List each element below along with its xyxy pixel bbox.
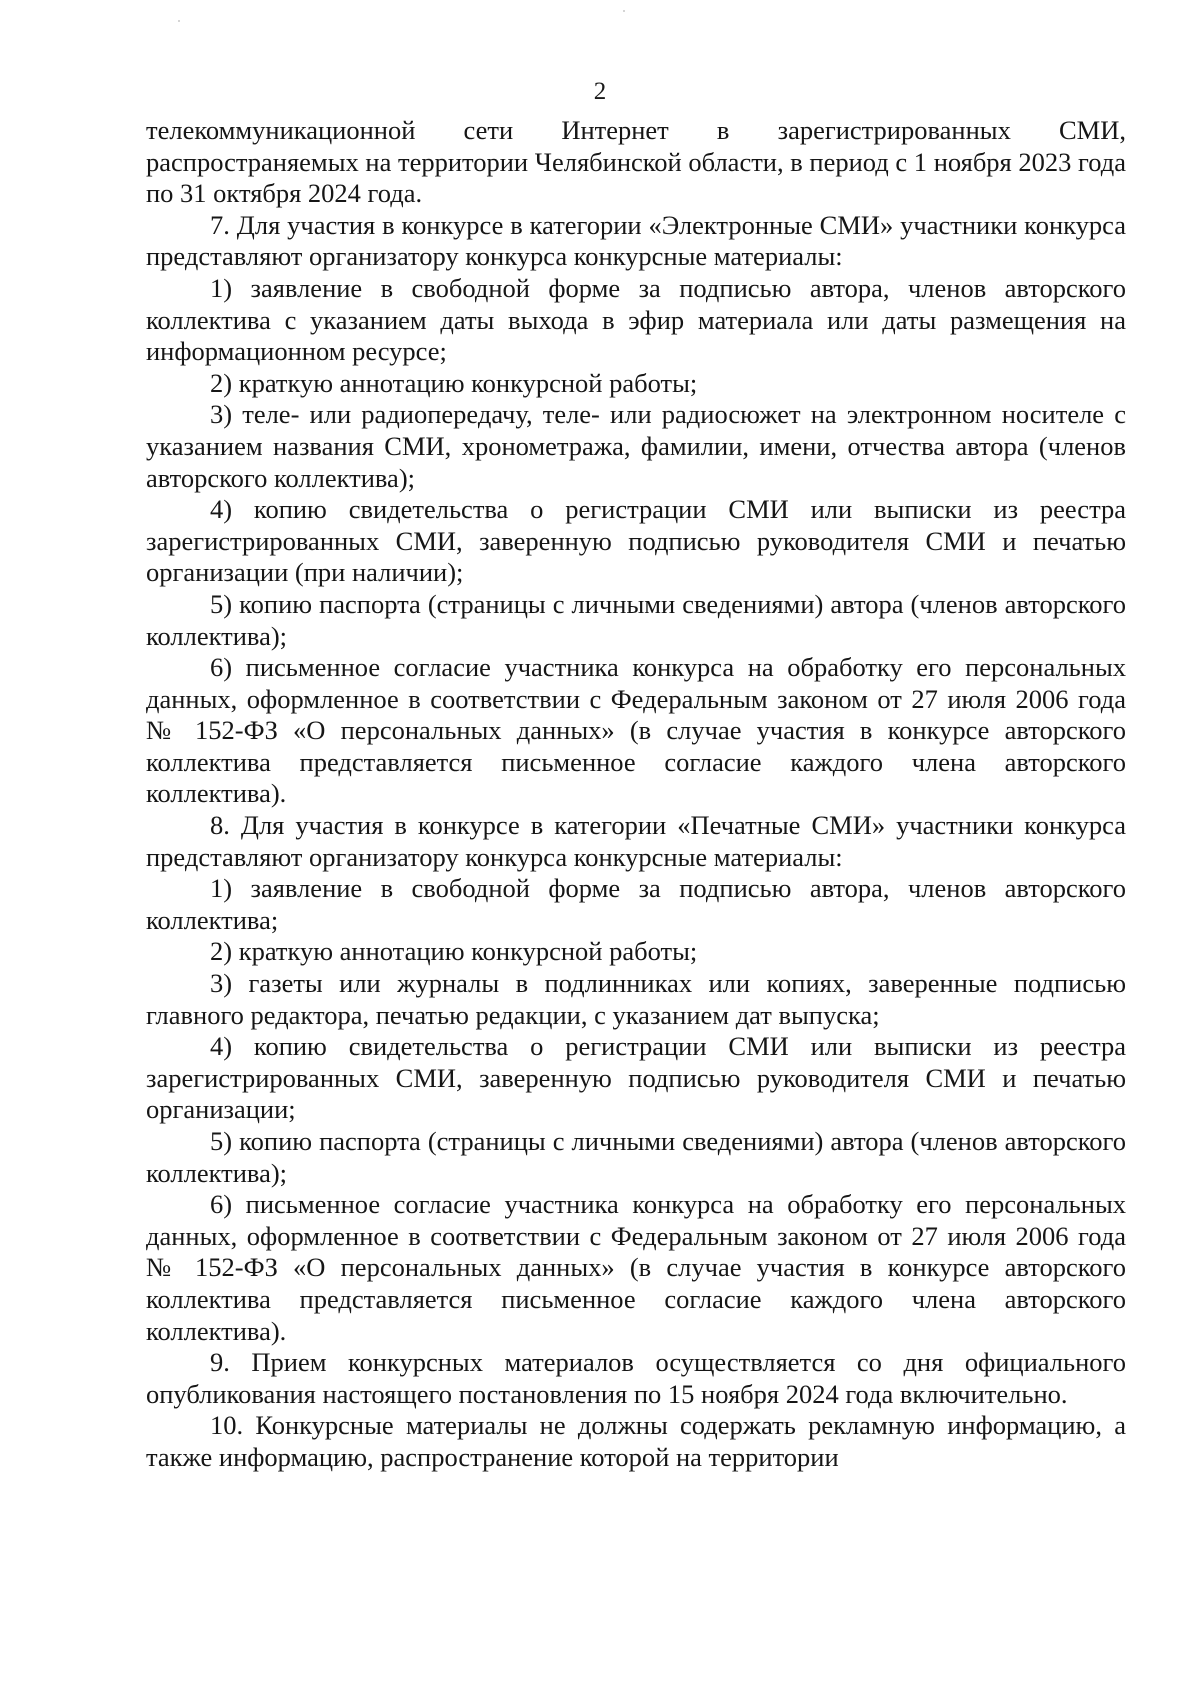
scan-speck xyxy=(178,20,180,22)
paragraph: телекоммуникационной сети Интернет в зарегистрированных СМИ, распространяемых на территории Челябинской области, в период с 1 ноября 2023 года по 31 октября 2024 года. xyxy=(146,115,1126,209)
list-item: 6) письменное согласие участника конкурса на обработку его персональных данных, оформленное в соответствии с Федеральным законом от 27 июля 2006 года № 152-ФЗ «О персональных данных» (в случае участия в конкурсе авторского коллектива представляется письменное согласие каждого члена авторского коллектива). xyxy=(146,1189,1126,1346)
page-number: 2 xyxy=(593,78,607,105)
list-item: 5) копию паспорта (страницы с личными сведениями) автора (членов авторского коллектива); xyxy=(146,1126,1126,1188)
list-item: 3) теле- или радиопередачу, теле- или радиосюжет на электронном носителе с указанием названия СМИ, хронометража, фамилии, имени, отчества автора (членов авторского коллектива); xyxy=(146,399,1126,493)
paragraph: 9. Прием конкурсных материалов осуществляется со дня официального опубликования настоящего постановления по 15 ноября 2024 года включительно. xyxy=(146,1347,1126,1409)
list-item: 1) заявление в свободной форме за подписью автора, членов авторского коллектива с указанием даты выхода в эфир материала или даты размещения на информационном ресурсе; xyxy=(146,272,1126,367)
list-item: 1) заявление в свободной форме за подписью автора, членов авторского коллектива; xyxy=(146,873,1126,935)
paragraph: 8. Для участия в конкурсе в категории «Печатные СМИ» участники конкурса представляют организатору конкурса конкурсные материалы: xyxy=(146,810,1126,872)
paragraph: 10. Конкурсные материалы не должны содержать рекламную информацию, а также информацию, распространение которой на территории xyxy=(146,1410,1126,1472)
list-item: 3) газеты или журналы в подлинниках или копиях, заверенные подписью главного редактора, печатью редакции, с указанием дат выпуска; xyxy=(146,968,1126,1030)
list-item: 4) копию свидетельства о регистрации СМИ или выписки из реестра зарегистрированных СМИ, заверенную подписью руководителя СМИ и печатью организации (при наличии); xyxy=(146,494,1126,588)
document-body xyxy=(146,115,1126,1474)
scan-speck xyxy=(623,10,625,12)
list-item: 5) копию паспорта (страницы с личными сведениями) автора (членов авторского коллектива); xyxy=(146,588,1126,651)
list-item: 2) краткую аннотацию конкурсной работы; xyxy=(210,367,698,398)
list-item: 6) письменное согласие участника конкурса на обработку его персональных данных, оформленное в соответствии с Федеральным законом от 27 июля 2006 года № 152-ФЗ «О персональных данных» (в случае участия в конкурсе авторского коллектива представляется письменное согласие каждого члена авторского коллектива). xyxy=(146,652,1126,809)
list-item: 2) краткую аннотацию конкурсной работы; xyxy=(210,936,698,967)
paragraph: 7. Для участия в конкурсе в категории «Электронные СМИ» участники конкурса представляют организатору конкурса конкурсные материалы: xyxy=(146,209,1126,272)
list-item: 4) копию свидетельства о регистрации СМИ или выписки из реестра зарегистрированных СМИ, заверенную подписью руководителя СМИ и печатью организации; xyxy=(146,1031,1126,1125)
